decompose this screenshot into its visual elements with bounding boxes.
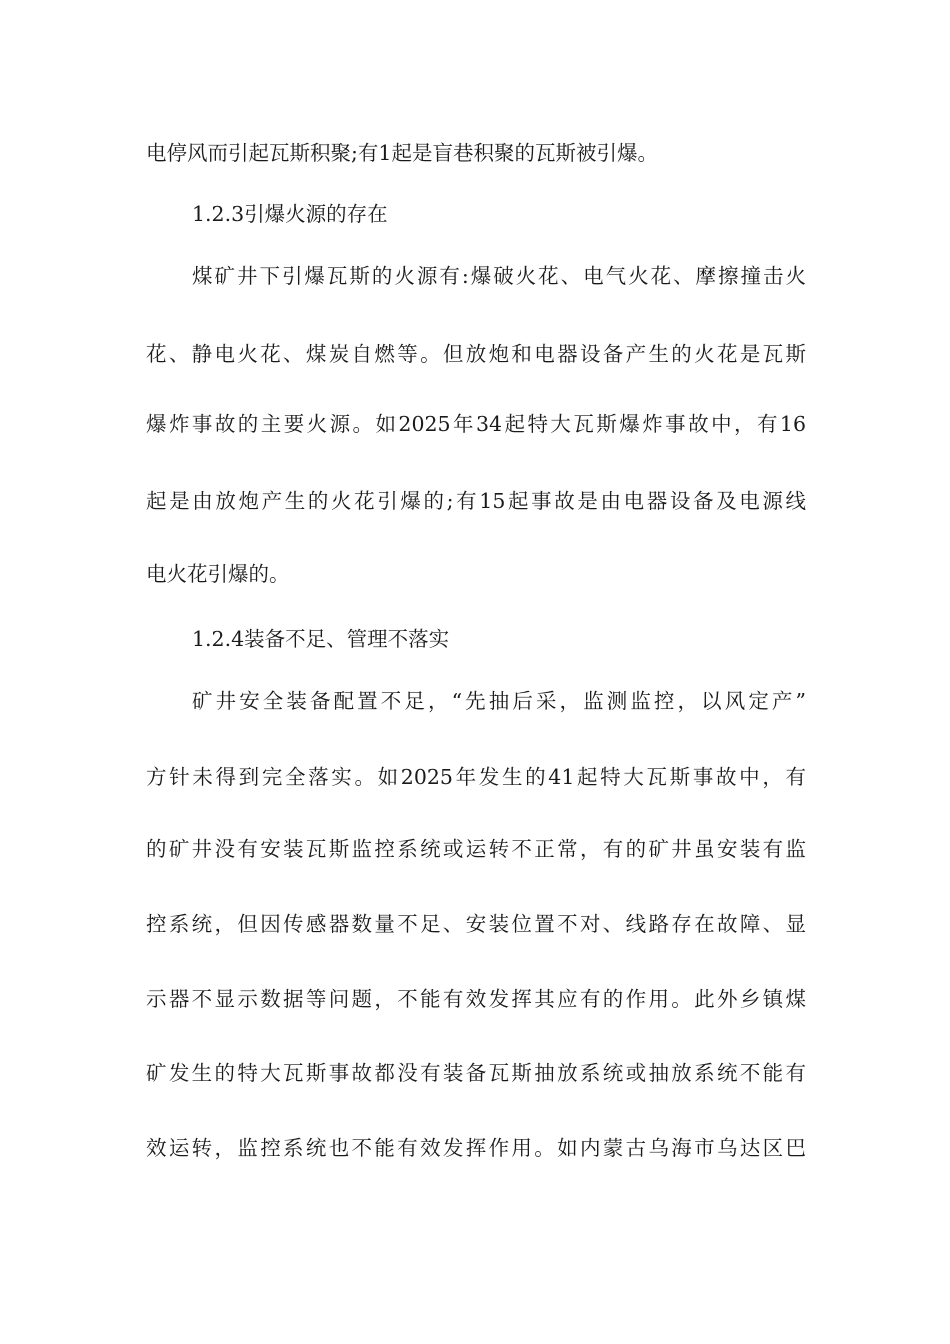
paragraph-line: 煤矿井下引爆瓦斯的火源有:爆破火花、电气火花、摩擦撞击火: [192, 264, 806, 288]
paragraph-line: 爆炸事故的主要火源。如2025年34起特大瓦斯爆炸事故中，有16: [146, 412, 806, 436]
paragraph-line: 方针未得到完全落实。如2025年发生的41起特大瓦斯事故中，有: [146, 765, 806, 789]
paragraph-line: 矿井安全装备配置不足，“先抽后采，监测监控，以风定产”: [192, 689, 806, 713]
paragraph-line: 起是由放炮产生的火花引爆的;有15起事故是由电器设备及电源线: [146, 489, 806, 513]
paragraph-line: 的矿井没有安装瓦斯监控系统或运转不正常，有的矿井虽安装有监: [146, 837, 806, 861]
section-heading-1-2-3: 1.2.3引爆火源的存在: [192, 202, 388, 226]
paragraph-line-continuation: 电停风而引起瓦斯积聚;有1起是盲巷积聚的瓦斯被引爆。: [146, 141, 658, 165]
paragraph-line: 示器不显示数据等问题，不能有效发挥其应有的作用。此外乡镇煤: [146, 987, 806, 1011]
paragraph-line: 花、静电火花、煤炭自燃等。但放炮和电器设备产生的火花是瓦斯: [146, 342, 806, 366]
paragraph-line: 控系统，但因传感器数量不足、安装位置不对、线路存在故障、显: [146, 912, 806, 936]
section-heading-1-2-4: 1.2.4装备不足、管理不落实: [192, 627, 450, 651]
paragraph-line-end: 电火花引爆的。: [146, 562, 290, 586]
paragraph-line: 效运转，监控系统也不能有效发挥作用。如内蒙古乌海市乌达区巴: [146, 1136, 806, 1160]
paragraph-line: 矿发生的特大瓦斯事故都没有装备瓦斯抽放系统或抽放系统不能有: [146, 1061, 806, 1085]
